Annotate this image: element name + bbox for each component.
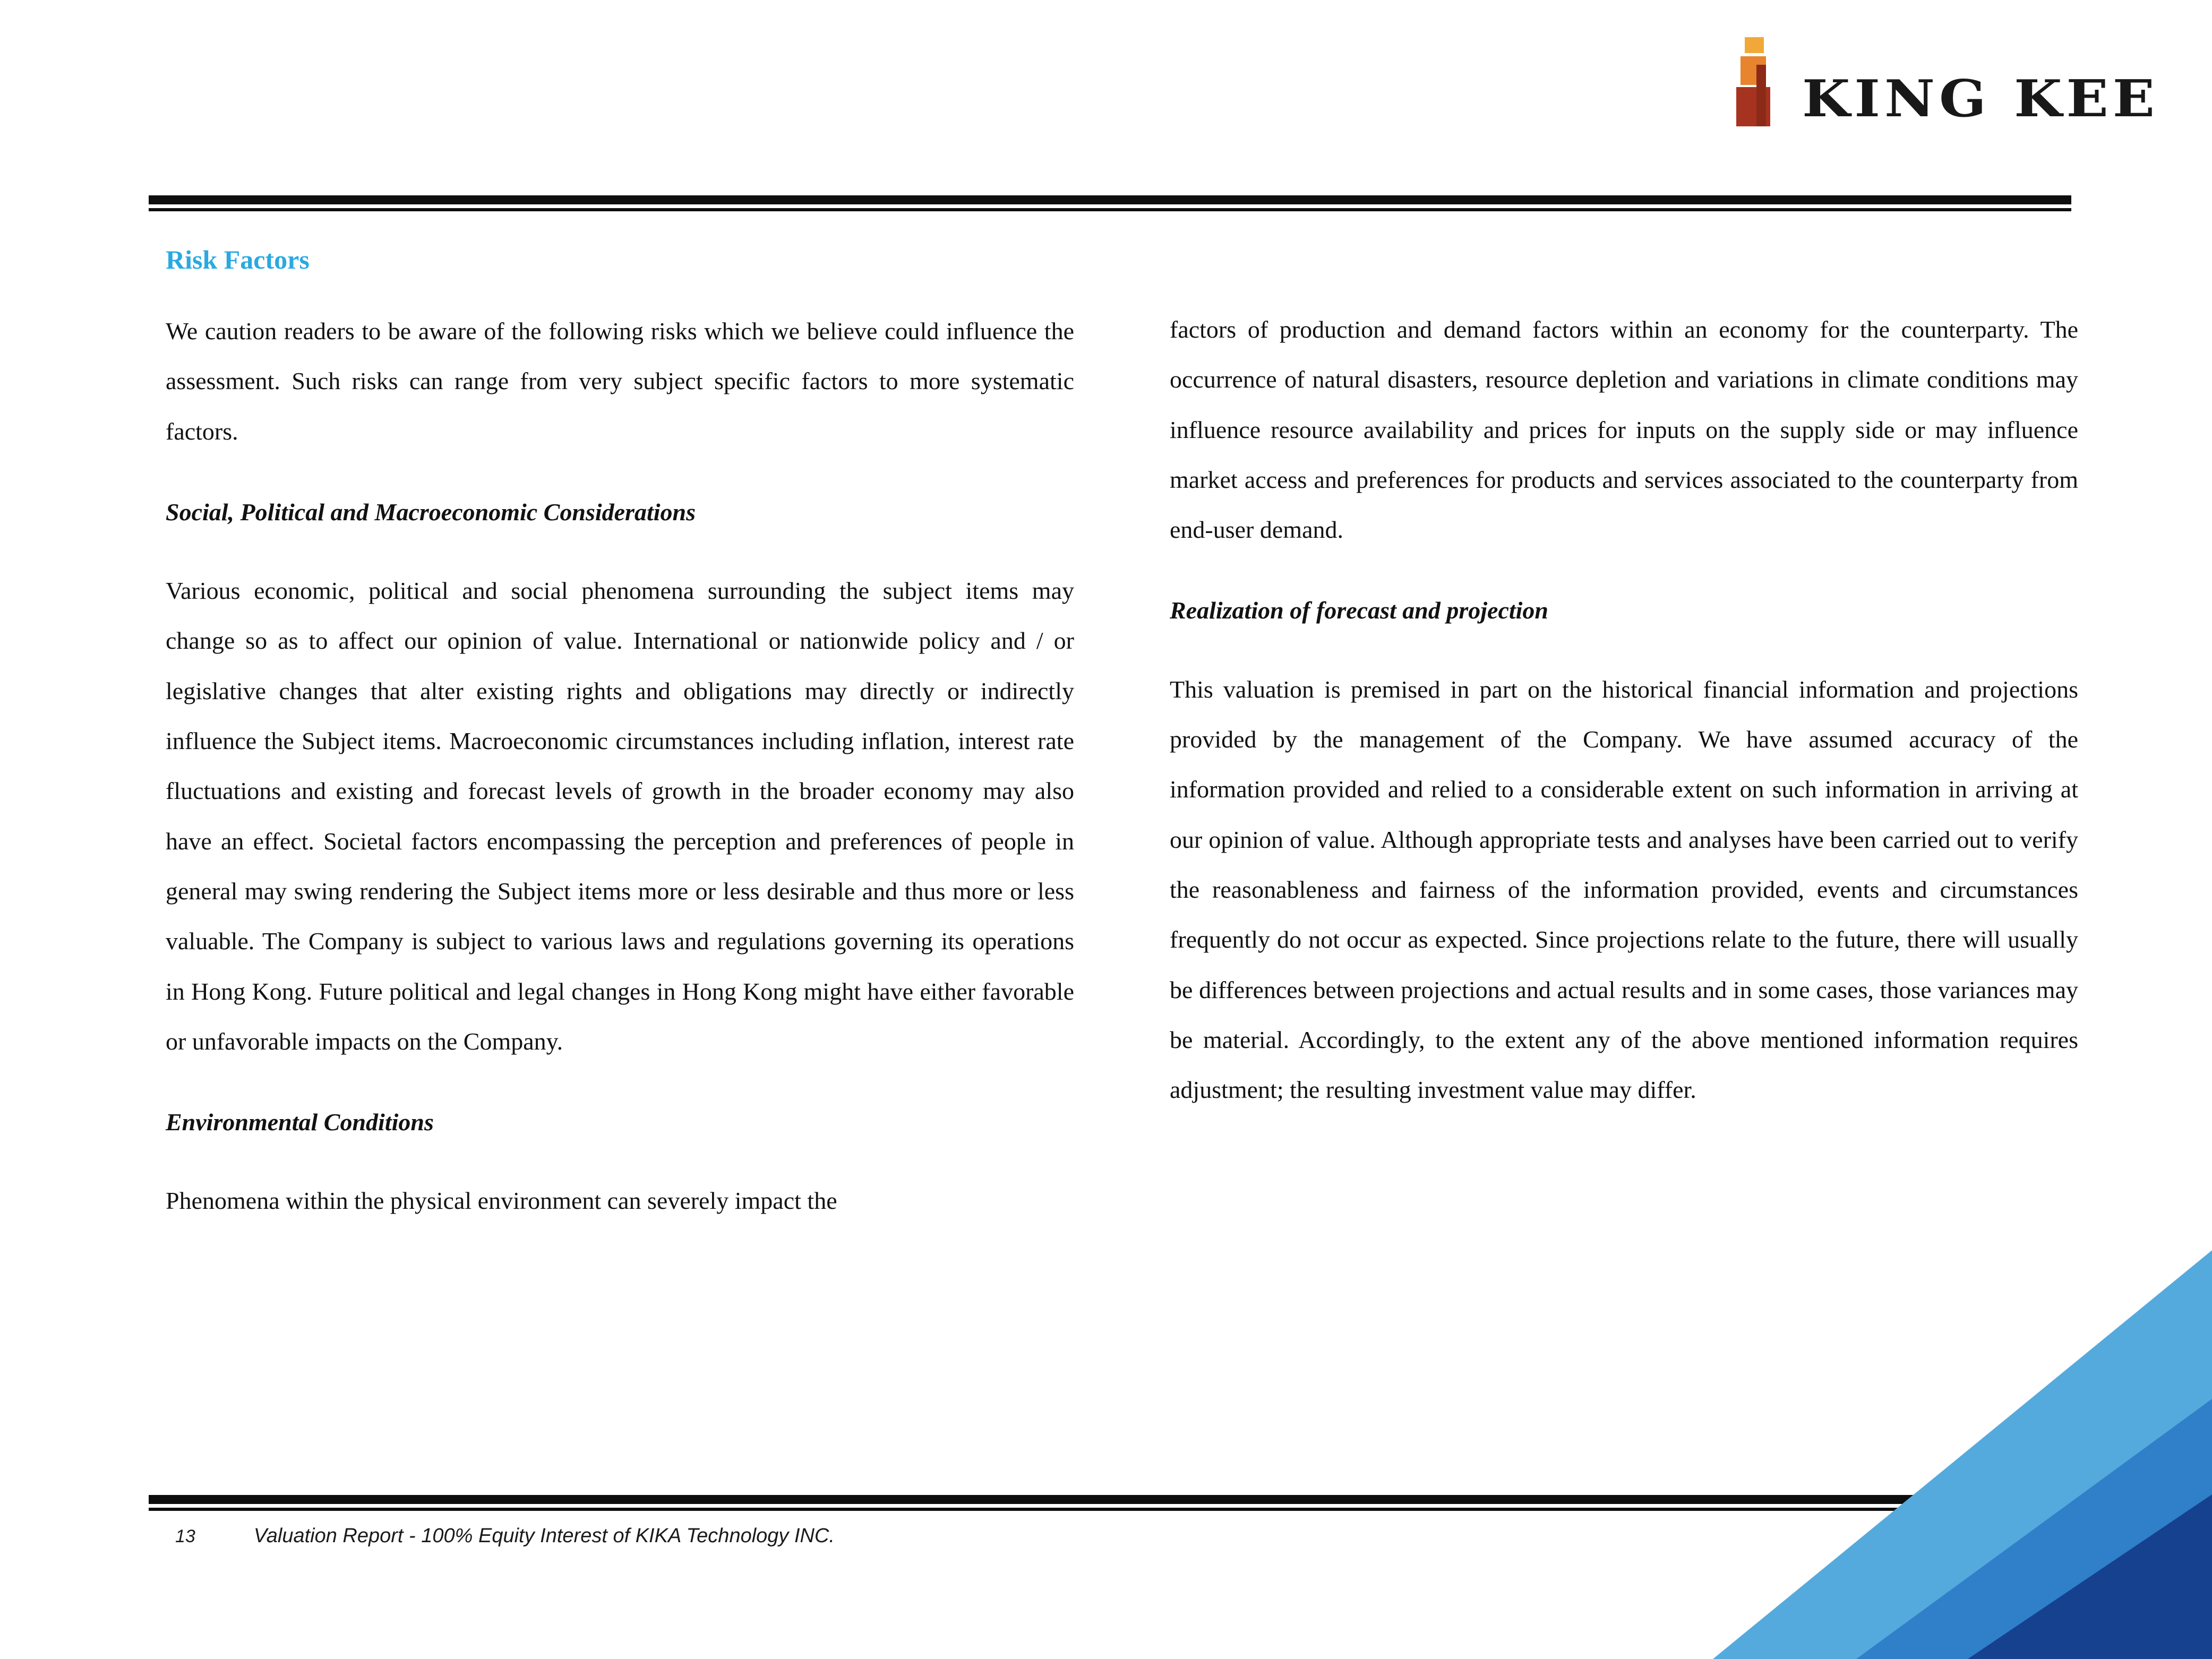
realization-forecast-subheading: Realization of forecast and projection — [1170, 597, 1548, 624]
corner-triangles-decoration — [1628, 1234, 2212, 1659]
environmental-conditions-subheading: Environmental Conditions — [166, 1108, 434, 1136]
social-political-subheading: Social, Political and Macroeconomic Considerations — [166, 498, 696, 526]
right-column — [1170, 235, 2078, 1257]
logo — [1725, 37, 2159, 129]
content-columns — [166, 235, 2078, 1257]
risk-factors-heading: Risk Factors — [166, 245, 310, 274]
realization-forecast-paragraph: This valuation is premised in part on the historical financial information and projections provided by the management of the Company. We have assumed accuracy of the information provided and relied to a considerable extent on such information in arriving at our opinion of value. Although appropriate tests and analyses have been carried out to verify the reasonableness and fairness of the information provided, events and circumstances frequently do not occur as expected. Since projections relate to the future, there will usually be differences between projections and actual results and in some cases, those variances may be material. Accordingly, to the extent any of the above mentioned information requires adjustment; the resulting investment value may differ. — [1170, 675, 2078, 1104]
left-column — [166, 235, 1074, 1257]
intro-paragraph: We caution readers to be aware of the following risks which we believe could influence the assessment. Such risks can range from very subject specific factors to more systematic factors. — [166, 317, 1074, 445]
footer — [175, 1525, 835, 1548]
social-political-paragraph: Various economic, political and social phenomena surrounding the subject items may change so as to affect our opinion of value. International or nationwide policy and / or legislative changes that alter existing rights and obligations may directly or indirectly influence the Subject items. Macroeconomic circumstances including inflation, interest rate fluctuations and existing and forecast levels of growth in the broader economy may also have an effect. Societal factors encompassing the perception and preferences of people in general may swing rendering the Subject items more or less desirable and thus more or less valuable. The Company is subject to various laws and regulations governing its operations in Hong Kong. Future political and legal changes in Hong Kong might have either favorable or unfavorable impacts on the Company. — [166, 577, 1074, 1055]
header-rule — [149, 195, 2071, 211]
king-kee-logo-icon — [1725, 37, 1784, 126]
footer-report-title: Valuation Report - 100% Equity Interest of KIKA Technology INC. — [253, 1525, 835, 1547]
footer-rule — [149, 1495, 2071, 1511]
environmental-conditions-paragraph: Phenomena within the physical environment can severely impact the — [166, 1187, 837, 1215]
page-number: 13 — [175, 1526, 195, 1546]
environmental-continued-paragraph: factors of production and demand factors within an economy for the counterparty. The occurrence of natural disasters, resource depletion and variations in climate conditions may influence resource availability and prices for inputs on the supply side or may influence market access and preferences for products and services associated to the counterparty from end-user demand. — [1170, 316, 2078, 544]
logo-text: KING KEE — [1802, 68, 2159, 129]
